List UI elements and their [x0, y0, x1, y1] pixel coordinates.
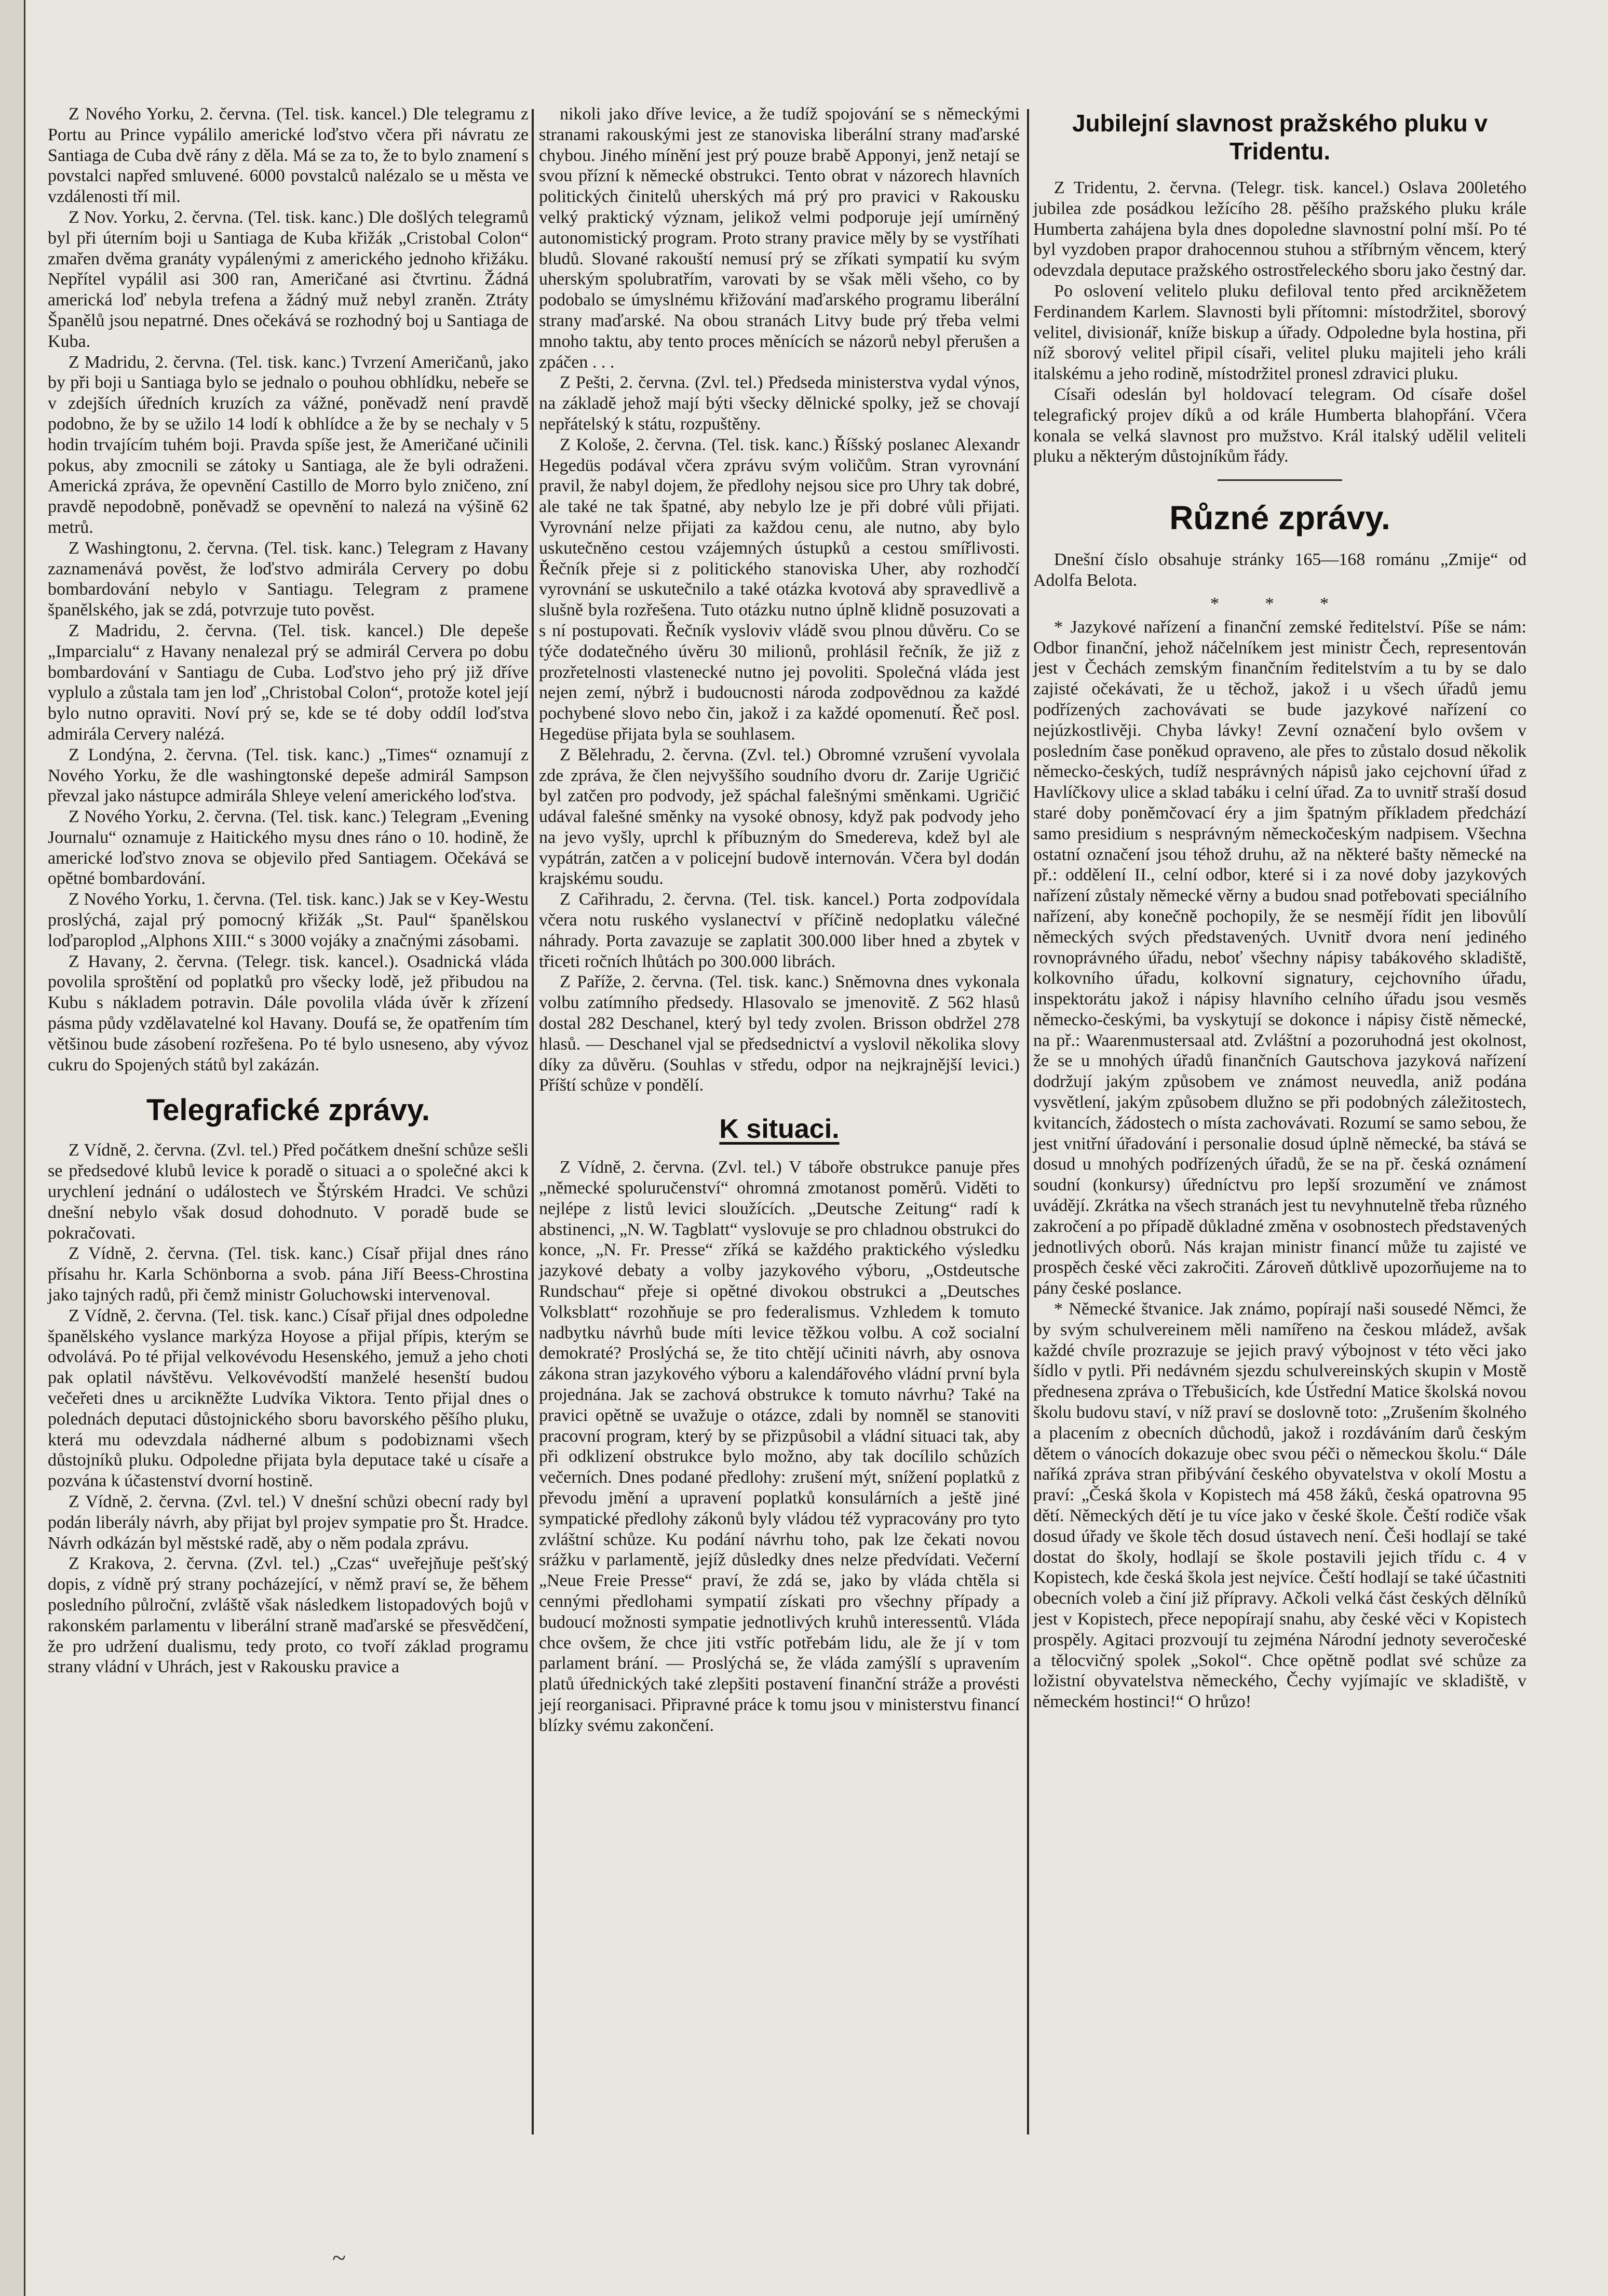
- bottom-mark: ~: [332, 2244, 346, 2272]
- column-rule: [532, 109, 534, 2134]
- news-item: Z Nového Yorku, 2. června. (Tel. tisk. kanc.) Telegram „Evening Journalu“ oznamuje z Haitického mysu dnes ráno o 10. hodině, že americké loďstvo znova se objevilo před Santiagem. Očekává se opětné bombardování.: [48, 807, 529, 889]
- news-item: Dnešní číslo obsahuje stránky 165—168 románu „Zmije“ od Adolfa Belota.: [1033, 550, 1526, 590]
- news-item: Z Washingtonu, 2. června. (Tel. tisk. kanc.) Telegram z Havany zaznamenává pověst, že loďstvo admirála Cervery po dobu bombardování nebylo v Santiagu. Telegram z pramene španělského, jak se zdá, potvrzuje tuto pověst.: [48, 538, 529, 620]
- section-heading: Telegrafické zprávy.: [146, 1093, 430, 1127]
- news-item: Z Bělehradu, 2. června. (Zvl. tel.) Obromné vzrušení vyvolala zde zpráva, že člen nejvyššího soudního dvoru dr. Zarije Ugričić byl zatčen pro podvody, jež spáchal falešnými směnkami. Ugričić udával falešné směnky na vysoké obnosy, když pak podvody jeho na jevo vyšly, uprchl k příbuzným do Smederevа, kdež byl ale vypátrán, zatčen a v policejní budově internován. Včera byl dodán krajskému soudu.: [539, 745, 1020, 889]
- news-item: Z Nov. Yorku, 2. června. (Tel. tisk. kanc.) Dle došlých telegramů byl při úterním boji u Santiaga de Kuba křižák „Cristobal Colon“ zmařen dvěma granáty vypálenými z amerického jednoho křižáku. Nepřítel vypálil asi 300 ran, Američané asi čtvrtinu. Žádná americká loď nebyla trefena a žádný muž nebyl zraněn. Ztráty Španělů jsou nepatrné. Dnes očekává se rozhodný boj u Santiaga de Kuba.: [48, 207, 529, 351]
- news-item: Z Nového Yorku, 2. června. (Tel. tisk. kancel.) Dle telegramu z Portu au Prince vypálilo americké loďstvo včera při návratu ze Santiaga de Cuba dvě rány z děla. Má se za to, že to bylo znamení s povstalci napřed smluvené. 6000 povstalců nalézalo se u města ve vzdálenosti tří mil.: [48, 104, 529, 207]
- news-item: Z Vídně, 2. června. (Zvl. tel.) V dnešní schůzi obecní rady byl podán liberály návrh, aby přijat byl projev sympatie pro Št. Hradce. Návrh odkázán byl městské radě, aby o něm podala zprávu.: [48, 1492, 529, 1553]
- news-item: Po oslovení velitelo pluku defiloval tento před arcikněžetem Ferdinandem Karlem. Slavnosti byli přítomni: místodržitel, sborový velitel, divisionář, kníže biskup a úřady. Odpoledne byla hostina, při níž sborový velitel připil císaři, velitel pluku majiteli jeho králi italskému a jeho rodině, místodržitel pronesl zdravici pluku.: [1033, 281, 1526, 384]
- news-item: Z Kološe, 2. června. (Tel. tisk. kanc.) Říšský poslanec Alexandr Hegedüs podával včera zprávu svým voličům. Stran vyrovnání pravil, že nabyl dojem, že předlohy nejsou sice pro Uhry tak dobré, ale také ne tak špatné, aby nebylo lze je při dobré vůli přijati. Vyrovnání nelze přijati za každou cenu, ale nutno, aby bylo uskutečněno cestou vzájemných ústupků a cestou smířlivosti. Řečník přeje si z politického stanoviska Uher, aby rozhodčí vyrovnání se uskutečnilo a také otázka kvotová aby spravedlivě a slušně byla rozřešena. Tuto otázku nutno úplně klidně posuzovati a s ní postupovati. Řečník vysloviv vládě svou plnou důvěru. Co se týče dodatečného úvěru 30 milionů, prohlásil řečník, že již z prozřetelnosti vlastenecké nutno jej povoliti. Společná vláda jest nejen zemí, nýbrž i budoucnosti národa zodpovědnou za každé pochybené slovo nebo čin, jakož i za každé opomenutí. Řeč posl. Hegedüse přijata byla se souhlasem.: [539, 435, 1020, 744]
- news-item: Z Cařihradu, 2. června. (Tel. tisk. kancel.) Porta zodpovídala včera notu ruského vyslanectví v příčině nedoplatku válečné náhrady. Porta zavazuje se zaplatit 300.000 liber hned a zbytek v třiceti ročních lhůtách po 300.000 librách.: [539, 890, 1020, 971]
- left-page-edge: [0, 0, 25, 2296]
- column-3: [1033, 104, 1526, 1712]
- section-heading: K situaci.: [719, 1114, 840, 1145]
- news-item: Z Vídně, 2. června. (Zvl. tel.) V táboře obstrukce panuje přes „německé spoluručenství“ ohromná zmotanost poměrů. Viděti to nejlépe z listů levici sloužících. „Deutsche Zeitung“ radí k abstinenci, „N. W. Tagblatt“ vyslovuje se pro chladnou obstrukci do konce, „N. Fr. Presse“ zříká se každého praktického výsledku jazykové debaty a volby jazykového výboru, „Ostdeutsche Rundschau“ přeje si opětné divokou obstrukci a „Deutsches Volksblatt“ rozohňuje se pro federalismus. Vzhledem k tomuto nadbytku návrhů bude míti levice těžkou volbu. A což socialní demokraté? Proslýchá se, že tito chtějí učiniti návrh, aby osnova zákona stran jazykového výboru a kalendářového vládní první byla projednána. Jak se zachová obstrukce k tomuto návrhu? Také na pravici opětně se uvažuje o otázce, zdali by nomněl se stanoviti pracovní program, který by se přizpůsobil a vládní situaci tak, aby při odklizení obstrukce bylo možno, aby tak docílilo schůzích večerních. Dnes podané předlohy: zrušení mýt, snížení poplatků z převodu jmění a upravení poplatků konsulárních a ještě jiné sympatické předlohy zákonů byly vládou též vypracovány pro tyto zvláštní schůze. Ku podání návrhu toho, pak lze čekati novou srážku v parlamentě, jejíž důsledky dnes nelze předvídati. Večerní „Neue Freie Presse“ praví, že zdá se, jako by vláda chtěla si cennými předlohami sympatií získati pro všechny případy a budoucí možnosti sympatie jednotlivých kruhů interessentů. Vláda chce ovšem, že chce jiti vstříc potřebám lidu, ale že jí v tom parlament brání. — Proslýchá se, že vláda zamýšlí s upravením platů úřednických také zlepšiti postavení finanční stráže a provésti její reorganisaci. Připravné práce k tomu jsou v ministerstvu financí blízky svému zakončení.: [539, 1158, 1020, 1735]
- news-item: * Německé štvanice. Jak známo, popírají naši sousedé Němci, že by svým schulvereinem měli namířeno na českou mládež, avšak každé chvíle prozrazuje se jejich pravý výbojnost v této věci jako šídlo v pytli. Při nedávném sjezdu schulvereinských skupin v Mostě přednesena zpráva o Třebušicích, kde Ústřední Matice školská novou školu budovu staví, v níž praví se doslovně toto: „Zrušením školného a placením z obecních důchodů, jakož i rozdáváním darů českým dětem o vánocích dokazuje obec svou péči o německou školu.“ Dále naříká zpráva stran přibývání českého obyvatelstva v okolí Mostu a praví: „Česká škola v Kopistech má 458 žáků, česká opatrovna 95 dětí. Německých dětí je tu více jako v české škole. Čeští rodiče však dosud úřady ve škole těch dosud ústavech není. Češi hodlají se také dostat do školy, hodlají se škole postavili jejich třídu c. 4 v Kopistech, kde česká škola jest nejvíce. Čeští hodlají se také účastniti obecních voleb a činí již přípravy. Ačkoli velká část českých dělníků jest v Kopistech, přece nepopírají snahu, aby české věci v Kopistech prospěly. Agitaci prozvoují tu zejména Národní jednoty severočeské a tělocvičný spolek „Sokol“. Chce opětně podlat své schůze za ložistní obyvatelstva německého, Čechy vyjímajíc ve skladiště, v německém hostinci!“ O hrůzo!: [1033, 1299, 1526, 1712]
- news-item: Z Madridu, 2. června. (Tel. tisk. kancel.) Dle depeše „Imparcialu“ z Havany nenalezal prý se admirál Cervera po dobu bombardování v Santiagu de Cuba. Loďstvo jeho prý již dříve vyplulo a zůstala tam jen loď „Christobal Colon“, protože kotel její bylo nutno opraviti. Noví prý se, kde se té doby oddíl loďstva admirála Cervery nalézá.: [48, 621, 529, 744]
- news-item: Z Vídně, 2. června. (Tel. tisk. kanc.) Císař přijal dnes ráno přísahu hr. Karla Schönborna a svob. pána Jiří Beess-Chrostina jako tajných radů, při čemž ministr Goluchowski intervenoval.: [48, 1244, 529, 1305]
- news-item: nikoli jako dříve levice, a že tudíž spojování se s německými stranami rakouskými jest ze stanoviska liberální strany maďarské chybou. Jiného mínění jest prý pouze brabě Apponyi, jenž netají se svou přízní k německé obstrukci. Tento obrat v názorech hlavních politických činitelů uherských má prý pro pravici v Rakousku velký praktický význam, jelikož velmi podporuje její umírněný autonomistický program. Proto strany pravice měly by se vystříhati bludů. Slované rakouští nemusí prý se zříkati sympatií ku svým uherským spolubratřím, varovati by se však měli všeho, co by podobalo se úmyslnému křižování maďarského programu liberální strany maďarské. Na obou stranách Litvy bude prý třeba velmi mnoho taktu, aby tento proces měnících se názorů nebyl přerušen a zpáčen . . .: [539, 104, 1020, 372]
- news-item: Císaři odeslán byl holdovací telegram. Od císaře došel telegrafický projev díků a od krále Humberta blahopřání. Včera konala se velká slavnost pro mužstvo. Král italský udělil veliteli pluku a některým důstojníkům řády.: [1033, 384, 1526, 466]
- section-heading: Různé zprávy.: [1169, 499, 1390, 537]
- asterisk-separator: * * *: [1210, 594, 1349, 613]
- news-item: Z Tridentu, 2. června. (Telegr. tisk. kancel.) Oslava 200letého jubilea zde posádkou ležícího 28. pěšího pražského pluku krále Humberta zahájena byla dnes dopoledne slavnostní polní mší. Po té byl vyzdoben prapor drahocennou stuhou a stříbrným věncem, který odevzdala deputace pražského ostrostřeleckého sboru jako čestný dar.: [1033, 178, 1526, 280]
- news-item: Z Nového Yorku, 1. června. (Tel. tisk. kanc.) Jak se v Key-Westu proslýchá, zajal prý pomocný křižák „St. Paul“ španělskou loďparoplod „Alphons XIII.“ s 3000 vojáky a značnými zásobami.: [48, 890, 529, 950]
- news-item: Z Krakova, 2. června. (Zvl. tel.) „Czas“ uveřejňuje pešťský dopis, z vídně prý strany pocházející, v němž praví se, že během posledního půlroční, zvláště však následkem listopadových bojů v rakonském parlamentu v liberální straně maďarské se přesvědčení, že pro udržení dualismu, tedy proto, co tvoří základ programu strany vládní v Uhrách, jest v Rakousku pravice a: [48, 1554, 529, 1677]
- news-item: Z Madridu, 2. června. (Tel. tisk. kanc.) Tvrzení Američanů, jako by při boji u Santiaga bylo se jednalo o pouhou obhlídku, nebeře se v zdejších úředních kruzích za vážné, poněvadž není pravdě podobno, že by se užilo 14 lodí k obhlídce a že by se nechaly v 5 hodin trvajícím tuhém boji. Pravda spíše jest, že Američané učinili pokus, aby zmocnili se zátoky u Santiaga, ale že byli odraženi. Americká zpráva, že opevnění Castillo de Morro bylo zničeno, zní pravdě nepodobně, poněvadž se opevnění to nalezá na výšině 62 metrů.: [48, 352, 529, 537]
- column-1: [48, 104, 529, 1677]
- column-2: [539, 104, 1020, 1736]
- news-item: Z Paříže, 2. června. (Tel. tisk. kanc.) Sněmovna dnes vykonala volbu zatímního předsedy. Hlasovalo se jmenovitě. Z 562 hlasů dostal 282 Deschanel, který byl tedy zvolen. Brisson obdržel 278 hlasů. — Deschanel vjal se předsednictví a vyslovil několika slovy díky za důvěru. (Souhlas v středu, odpor na nejkrajnější levici.) Příští schůze v pondělí.: [539, 972, 1020, 1095]
- divider: [1218, 479, 1342, 481]
- section-heading: Jubilejní slavnost pražského pluku v Tridentu.: [1072, 110, 1488, 165]
- news-item: Z Vídně, 2. června. (Tel. tisk. kanc.) Císař přijal dnes odpoledne španělského vyslance markýza Hoyose a přijal přípis, kterým se odvolává. Po té přijal velkovévodu Hesenského, jemuž a jeho choti pak oplatil návštěvu. Velkovévodští manželé hesenští budou večeřeti dnes u arcikněžte Ludvíka Viktora. Tento přijal dnes o polednách deputaci důstojnického sboru bavorského pěšího pluku, která mu odevzdala nádherné album s podobiznami všech důstojníků pluku. Odpoledne přijata byla deputace také u císaře a pozvána k účastenství dvorní hostině.: [48, 1306, 529, 1491]
- news-item: * Jazykové nařízení a finanční zemské ředitelství. Píše se nám: Odbor finanční, jehož náčelníkem jest ministr Čech, representován jest v Čechách zemským finančním ředitelstvím a tu by se dalo zajisté očekávati, že u těchož, jakož i u všech úřadů jemu podřízených zachovávati se bude jazykové nařízení co nejúzkostlivěji. Chyba lávky! Zevní označení bylo ovšem v posledním čase poněkud opraveno, ale přes to zůstalo dosud několik německo-českých, tudíž nesprávných nápisů jako cejchovní úřad z Havlíčkovy ulice a sklad tabáku i celní úřad. Za to uvnitř straší dosud staré doby poněmčovací éry a jim špatným příkladem předchází samo presidium s nesprávným německočeským nadpisem. Všechna ostatní označení jsou téhož druhu, až na některé bašty německé na př.: oddělení II., celní odbor, které si i za nové doby jazykových nařízení zůstaly německé věrny a budou snad potřebovati speciálního nařízení, aby konečně pochopily, že se nesmějí řídit jen libovůlí německých svých představených. Uvnitř dvora není jediného rovnoprávného úřadu, neboť všechny nápisy tabákového skladiště, kolkovního úřadu, kolkovní signatury, cejchovního úřadu, inspektorátu jakož i nápisy hlavního celního úřadu jsou vesměs německo-českými, ba vyskytují se dokonce i nápisy čistě německé, na př.: Waarenmustersaal atd. Zvláštní a pozoruhodná jest okolnost, že se u mnohých úřadů finančních Gautschova jazyková nařízení dodržují jakým způsobem ve známost neuvedla, aniž podána vysvětlení, jakým způsobem dlužno se při podobných záležitostech, kvitancích, žádostech o místa zachovávati. Rozumí se samo sebou, že jest vnitřní úřadování i personalie dosud úplně německé, ba stává se dosud u mnohých podřízených úřadů, že se na př. česká oznámení soudní (konkursy) úředníctvu pro lepší srozumění ve známost uvádějí. Zkrátka na všech stranách jest tu nevyhnutelně třeba různého zakročení a po případě důkladné změna v osobnostech představených jednotlivých oborů. Nás krajan ministr financí může tu zajisté ve prospěch české věci zakročiti. Zároveň důtklivě upozorňujeme na to pány české poslance.: [1033, 617, 1526, 1298]
- column-rule: [1027, 109, 1029, 2134]
- news-item: Z Vídně, 2. června. (Zvl. tel.) Před počátkem dnešní schůze sešli se předsedové klubů levice k poradě o situaci a o společné akci k urychlení jednání o událostech ve Štýrském Hradci. Ve schůzi dnešní nebylo však dosud dohodnuto. V poradě bude se pokračovati.: [48, 1140, 529, 1243]
- news-item: Z Havany, 2. června. (Telegr. tisk. kancel.). Osadnická vláda povolila sproštění od poplatků pro všecky lodě, jež přibudou na Kubu s nákladem potravin. Dále povolila vláda úvěr k zřízení pásma půdy vzdělavatelné kol Havany. Doufá se, že opatřením tím většinou bude zásobení rozřešena. Po té bylo usneseno, aby vývoz cukru do Spojených států byl zakázán.: [48, 951, 529, 1075]
- news-item: Z Londýna, 2. června. (Tel. tisk. kanc.) „Times“ oznamují z Nového Yorku, že dle washingtonské depeše admirál Sampson převzal jako nástupce admirála Shleye velení amerického loďstva.: [48, 745, 529, 806]
- news-item: Z Pešti, 2. června. (Zvl. tel.) Předseda ministerstva vydal výnos, na základě jehož mají býti všecky dělnické spolky, jež se chovají nepřátelský k státu, rozpuštěny.: [539, 373, 1020, 434]
